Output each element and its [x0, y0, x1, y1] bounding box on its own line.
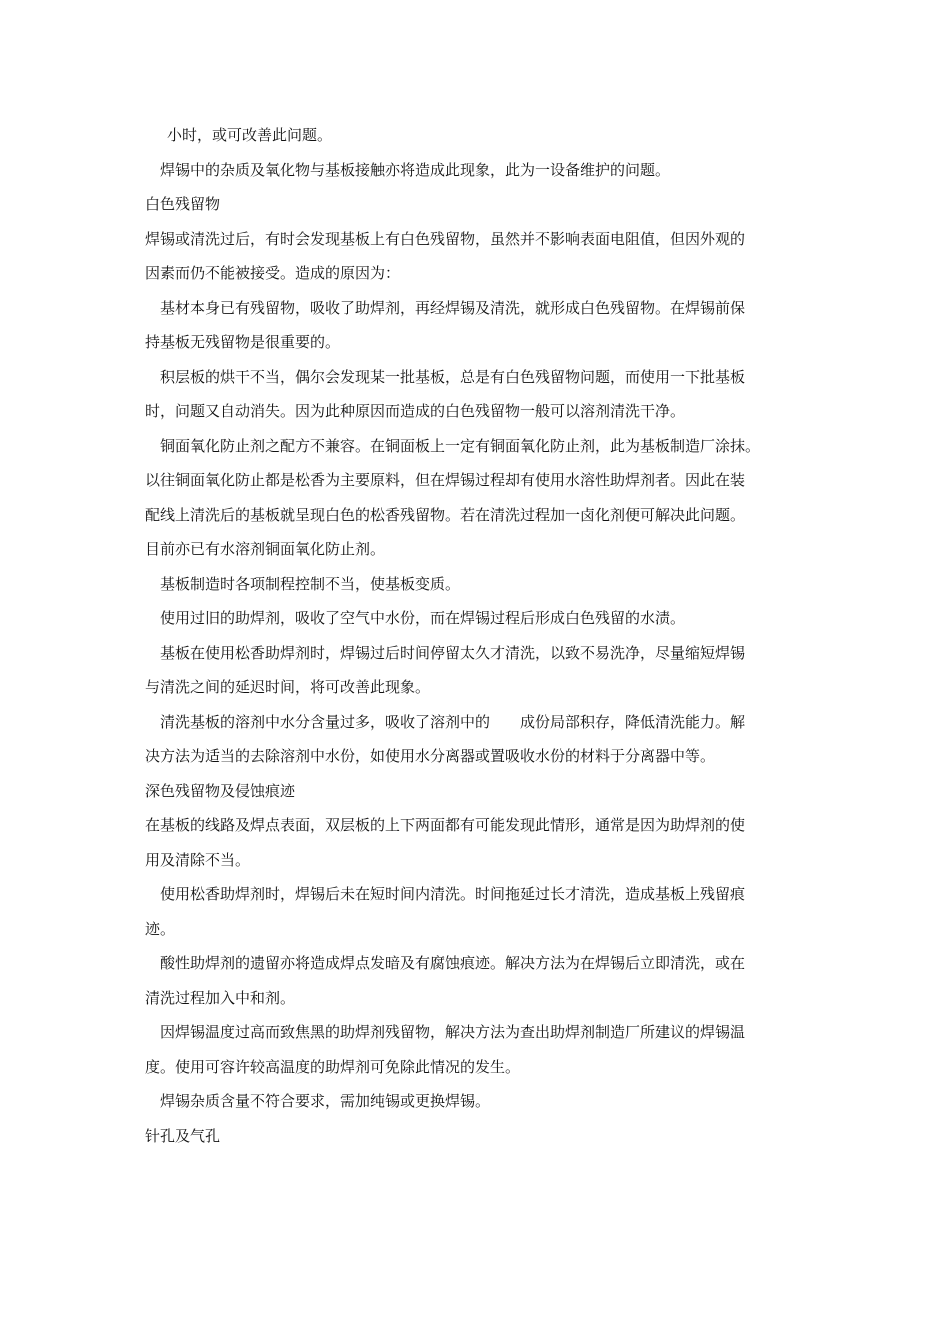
document-body	[145, 118, 810, 1153]
text-line: 目前亦已有水溶剂铜面氧化防止剂。	[145, 540, 386, 558]
text-line: 度。使用可容许较高温度的助焊剂可免除此情况的发生。	[145, 1057, 521, 1076]
text-line: 以往铜面氧化防止都是松香为主要原料，但在焊锡过程却有使用水溶性助焊剂者。因此在装	[145, 471, 746, 489]
text-line: 因焊锡温度过高而致焦黑的助焊剂残留物，解决方法为查出助焊剂制造厂所建议的焊锡温	[160, 1023, 746, 1041]
text-line: 基板制造时各项制程控制不当，使基板变质。	[160, 574, 461, 593]
text-line: 酸性助焊剂的遗留亦将造成焊点发暗及有腐蚀痕迹。解决方法为在焊锡后立即清洗，或在	[160, 954, 746, 972]
text-line: 清洗基板的溶剂中水分含量过多，吸收了溶剂中的 成份局部积存，降低清洗能力。解	[160, 712, 746, 731]
section-heading: 白色残留物	[145, 195, 221, 213]
text-line: 基材本身已有残留物，吸收了助焊剂，再经焊锡及清洗，就形成白色残留物。在焊锡前保	[160, 298, 746, 317]
text-line: 配线上清洗后的基板就呈现白色的松香残留物。若在清洗过程加一卤化剂便可解决此问题。	[145, 505, 746, 524]
text-line: 积层板的烘干不当，偶尔会发现某一批基板，总是有白色残留物问题，而使用一下批基板	[160, 367, 746, 386]
text-line: 决方法为适当的去除溶剂中水份，如使用水分离器或置吸收水份的材料于分离器中等。	[145, 747, 716, 765]
text-line: 铜面氧化防止剂之配方不兼容。在铜面板上一定有铜面氧化防止剂，此为基板制造厂涂抹。	[160, 436, 761, 455]
text-line: 焊锡或清洗过后，有时会发现基板上有白色残留物，虽然并不影响表面电阻值，但因外观的	[145, 229, 746, 248]
text-line: 小时，或可改善此问题。	[167, 126, 333, 144]
text-line: 用及清除不当。	[145, 850, 251, 869]
section-heading: 深色残留物及侵蚀痕迹	[145, 781, 296, 800]
text-line: 焊锡中的杂质及氧化物与基板接触亦将造成此现象，此为一设备维护的问题。	[160, 160, 671, 179]
section-heading: 针孔及气孔	[145, 1126, 221, 1145]
text-line: 迹。	[145, 919, 176, 938]
text-line: 在基板的线路及焊点表面，双层板的上下两面都有可能发现此情形，通常是因为助焊剂的使	[145, 816, 746, 834]
text-line: 使用松香助焊剂时，焊锡后未在短时间内清洗。时间拖延过长才清洗，造成基板上残留痕	[160, 885, 746, 903]
text-line: 因素而仍不能被接受。造成的原因为：	[145, 264, 401, 282]
text-line: 清洗过程加入中和剂。	[145, 988, 296, 1007]
text-line: 持基板无残留物是很重要的。	[145, 333, 341, 351]
text-line: 基板在使用松香助焊剂时，焊锡过后时间停留太久才清洗，以致不易洗净，尽量缩短焊锡	[160, 643, 746, 662]
text-line: 与清洗之间的延迟时间，将可改善此现象。	[145, 678, 431, 696]
text-line: 使用过旧的助焊剂，吸收了空气中水份，而在焊锡过程后形成白色残留的水渍。	[160, 609, 686, 627]
text-line: 焊锡杂质含量不符合要求，需加纯锡或更换焊锡。	[160, 1092, 491, 1110]
text-line: 时，问题又自动消失。因为此种原因而造成的白色残留物一般可以溶剂清洗干净。	[145, 402, 686, 420]
